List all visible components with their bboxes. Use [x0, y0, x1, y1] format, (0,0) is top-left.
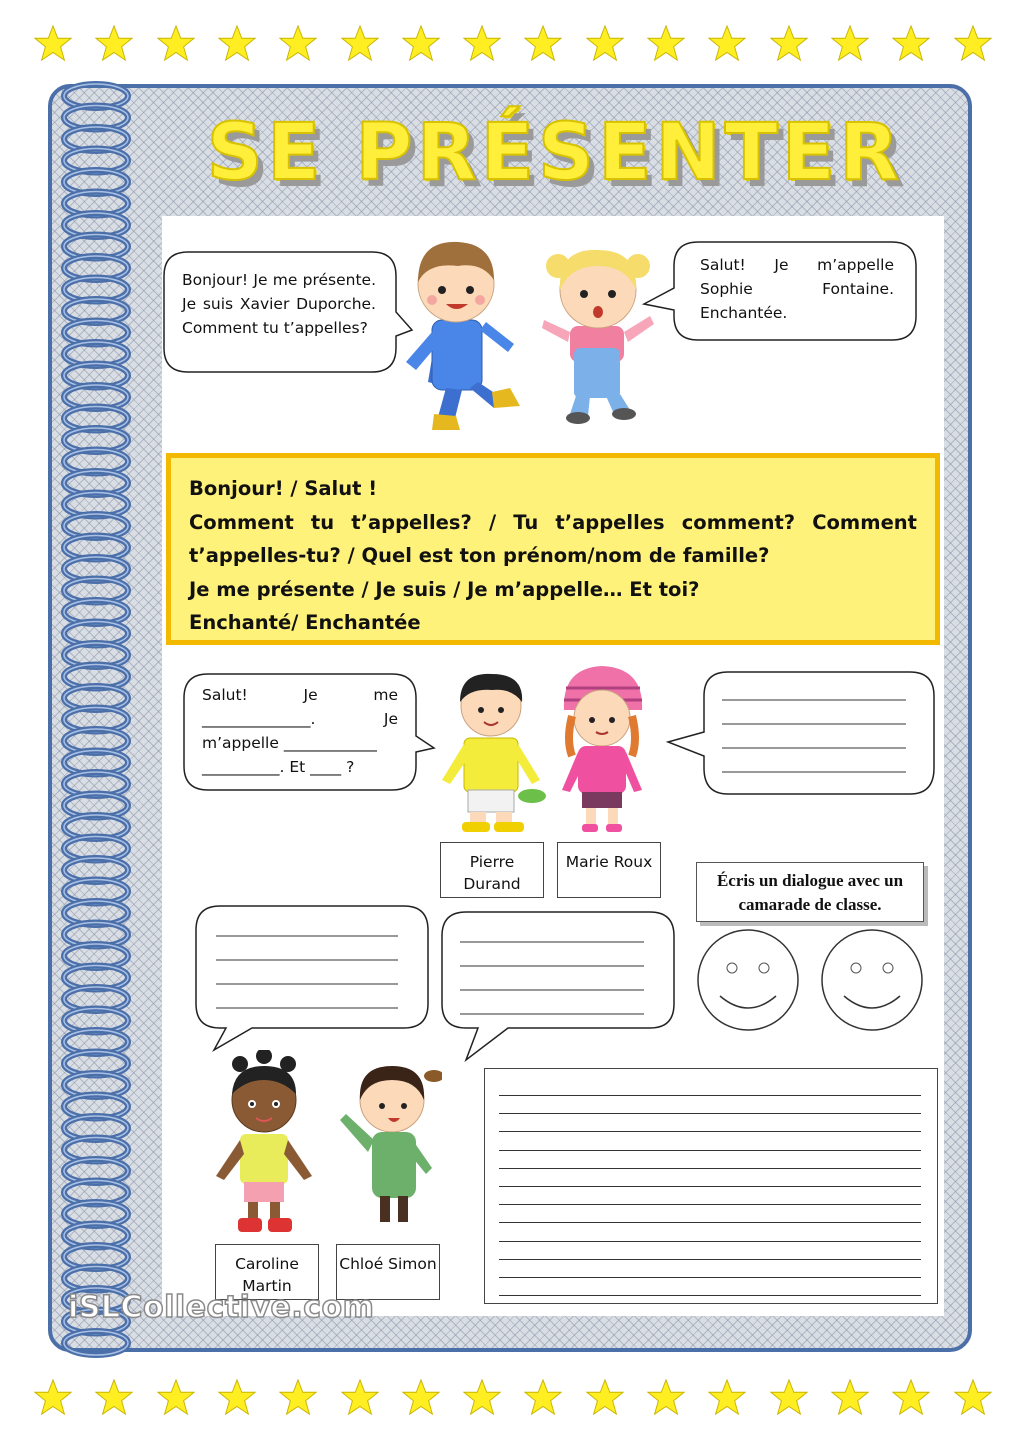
- star-icon: [341, 1378, 379, 1416]
- star-icon: [770, 1378, 808, 1416]
- page-title: SE PRÉSENTER: [206, 108, 904, 198]
- exercise-line-2: ______________. Je: [202, 710, 398, 728]
- star-icon: [341, 24, 379, 62]
- writing-line: [499, 1204, 921, 1205]
- writing-line: [499, 1241, 921, 1242]
- star-icon: [218, 24, 256, 62]
- star-icon: [279, 1378, 317, 1416]
- star-icon: [708, 1378, 746, 1416]
- exercise-line-3: m’appelle ____________: [202, 734, 377, 752]
- phrase-asking-name: Comment tu t’appelles? / Tu t’appelles comment? Comment t’appelles-tu? / Quel est ton prénom/nom de famille?: [189, 510, 917, 567]
- star-icon: [770, 24, 808, 62]
- writing-line: [499, 1295, 921, 1296]
- writing-line: [499, 1259, 921, 1260]
- writing-line: [499, 1186, 921, 1187]
- boy-xavier-illustration: [398, 232, 528, 432]
- writing-line: [499, 1222, 921, 1223]
- star-icon: [954, 1378, 992, 1416]
- girl-chloe-illustration: [332, 1056, 442, 1236]
- star-icon: [954, 24, 992, 62]
- writing-area[interactable]: [484, 1068, 938, 1304]
- exercise-bubble-text: [202, 683, 398, 779]
- star-icon: [524, 24, 562, 62]
- spiral-binding-icon: [56, 80, 136, 1360]
- watermark: iSLCollective.com: [68, 1290, 375, 1325]
- star-icon: [892, 1378, 930, 1416]
- phrase-greeting: Bonjour! / Salut !: [189, 477, 378, 500]
- star-icon: [218, 1378, 256, 1416]
- star-icon: [157, 1378, 195, 1416]
- name-card-chloe: Chloé Simon: [336, 1244, 440, 1300]
- name-card-marie: Marie Roux: [557, 842, 661, 898]
- star-icon: [647, 24, 685, 62]
- writing-line: [499, 1095, 921, 1096]
- bubble-sophie-text: Salut! Je m’appelle Sophie Fontaine. Enchantée.: [700, 256, 894, 322]
- writing-line: [499, 1150, 921, 1151]
- writing-line: [499, 1113, 921, 1114]
- star-icon: [586, 24, 624, 62]
- star-icon: [279, 24, 317, 62]
- star-icon: [524, 1378, 562, 1416]
- exercise-line-4: __________. Et ____ ?: [202, 758, 355, 776]
- star-icon: [892, 24, 930, 62]
- star-icon: [647, 1378, 685, 1416]
- star-icon: [831, 24, 869, 62]
- speech-bubble-blank-left: [192, 904, 434, 1054]
- girl-marie-illustration: [552, 660, 652, 836]
- star-icon: [463, 1378, 501, 1416]
- girl-sophie-illustration: [540, 236, 660, 426]
- star-icon: [95, 24, 133, 62]
- star-icon: [157, 24, 195, 62]
- smiley-faces-icon: [694, 928, 934, 1032]
- writing-line: [499, 1277, 921, 1278]
- star-icon: [34, 1378, 72, 1416]
- bubble-xavier-text: Bonjour! Je me présente. Je suis Xavier Duporche. Comment tu t’appelles?: [182, 271, 376, 337]
- phrase-enchante: Enchanté/ Enchantée: [189, 611, 421, 634]
- girl-caroline-illustration: [210, 1050, 320, 1240]
- phrase-introducing: Je me présente / Je suis / Je m’appelle… Et toi?: [189, 577, 700, 601]
- key-phrases-box: [166, 453, 940, 645]
- exercise-line-1: Salut! Je me: [202, 686, 398, 704]
- boy-pierre-illustration: [438, 668, 548, 836]
- star-icon: [708, 24, 746, 62]
- speech-bubble-blank-middle: [438, 910, 680, 1064]
- instruction-box: Écris un dialogue avec un camarade de classe.: [696, 862, 924, 922]
- writing-line: [499, 1168, 921, 1169]
- speech-bubble-blank-right: [666, 670, 940, 800]
- star-icon: [402, 1378, 440, 1416]
- star-icon: [586, 1378, 624, 1416]
- star-icon: [95, 1378, 133, 1416]
- star-icon: [831, 1378, 869, 1416]
- star-icon: [34, 24, 72, 62]
- star-icon: [463, 24, 501, 62]
- star-icon: [402, 24, 440, 62]
- writing-line: [499, 1131, 921, 1132]
- name-card-pierre: Pierre Durand: [440, 842, 544, 898]
- name-card-caroline: Caroline Martin: [215, 1244, 319, 1300]
